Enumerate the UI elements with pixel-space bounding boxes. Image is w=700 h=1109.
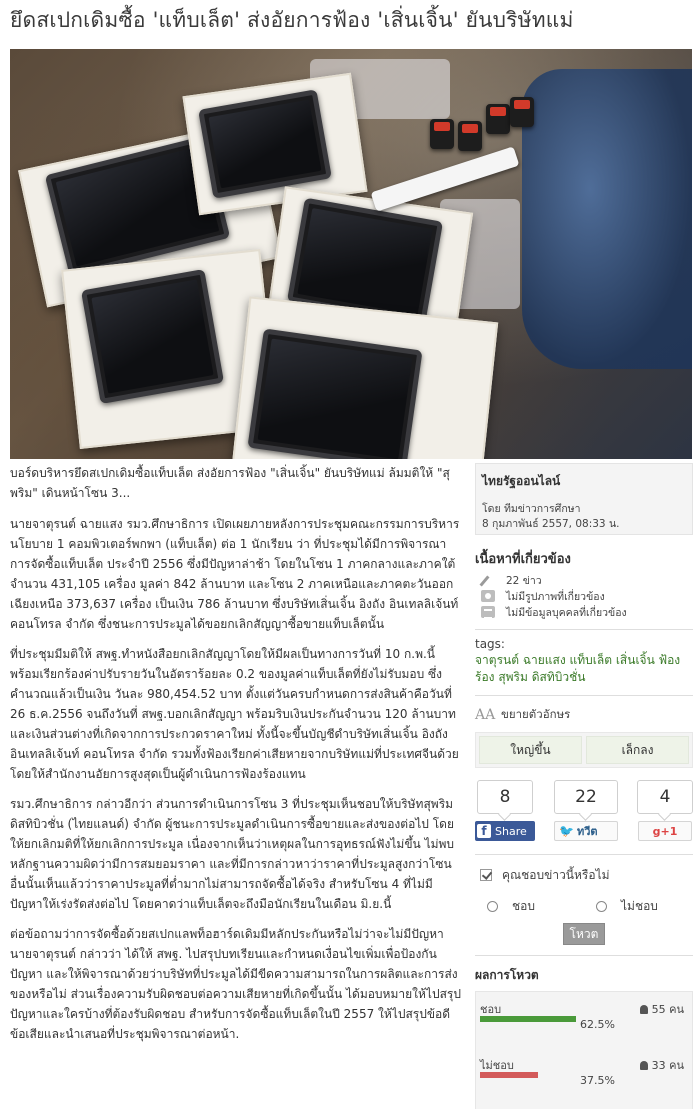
dislike-result-label: ไม่ชอบ	[480, 1059, 514, 1072]
photo-charger	[486, 104, 510, 134]
sidebar	[475, 463, 693, 1109]
related-item-label: 22 ข่าว	[506, 574, 542, 587]
gplus-share	[637, 780, 693, 842]
person-icon	[640, 1061, 648, 1070]
article-paragraph: ต่อข้อถามว่าการจัดซื้อด้วยสเปกแลพท็อฮาร์ดเดิมมีหลักประกันหรือไม่ว่าจะไม่มีปัญหา นายจาตุรนต์ กล่าวว่า ได้ให้ สพฐ. ไปสรุปบทเรียนและกำหนดเงื่อนไขเพิ่มเพื่อป้องกันปัญหา และให้พิจารณาด้วยว่าบริษัทที่ประมูลได้มีขีดความสามารถในการผลิตและการส่งของหรือไม่ ส่วนเรื่องความรับผิดชอบต่อความเสียหายที่เกิดขึ้นนั้น ได้มอบหมายให้ไปสรุปปัญหาและใครบ้างที่ต้องรับผิดชอบ สำหรับการจัดซื้อแท็บเล็ตในปี 2557 ให้ไปสรุปข้อดีข้อเสียและนำเสนอที่ประชุมพิจารณาต่อหน้า.	[10, 927, 461, 1041]
share-bar	[475, 780, 693, 842]
results-title: ผลการโหวต	[475, 968, 539, 982]
related-item-people[interactable]	[475, 604, 693, 620]
article-body	[10, 463, 465, 1054]
publish-date: 8 กุมภาพันธ์ 2557, 08:33 น.	[482, 518, 620, 530]
headline: ยึดสเปกเดิมซื้อ 'แท็บเล็ต' ส่งอัยการฟ้อง 'เสิ่นเจิ้น' ยันบริษัทแม่	[10, 8, 574, 32]
checkbox-icon	[480, 869, 492, 881]
like-result-label: ชอบ	[480, 1003, 502, 1016]
poll-option-dislike[interactable]	[584, 897, 693, 916]
poll-options	[475, 897, 693, 915]
article-paragraph: รมว.ศึกษาธิการ กล่าวอีกว่า ส่วนการดำเนินการโซน 3 ที่ประชุมเห็นชอบให้บริษัทสุพริม ดิสทิบิวชั่น (ไทยแลนด์) จำกัด ผู้ชนะการประมูลดำเนินการซื้อขายและส่งของต่อไป โดยให้ยกเลิกมติที่ให้ยกเลิกการประมูล เนื่องจากเห็นว่าเหตุผลในการอุทธรณ์ฟังไม่ขึ้น ไม่พบหลักฐานความผิดว่ามีการสมยอมราคา และที่มีการกล่าวหาว่าราคาที่ประมูลสูงกว่าโซนอื่นนั้นเห็นแล้วว่าราคาประมูลที่ต่ำมากไม่สามารถจัดซื้อได้จริง สำหรับโซน 4 ที่ไม่มีปัญหาให้เร่งรัดส่งต่อไป โดยคาดว่าแท็บเล็ตจะถึงมือนักเรียนในเดือน มิ.ย.นี้	[10, 797, 455, 911]
font-size-icon: AA	[475, 706, 496, 723]
author-line: โดย ทีมข่าวการศึกษา	[482, 503, 581, 515]
article-paragraph: ที่ประชุมมีมติให้ สพฐ.ทำหนังสือยกเลิกสัญญาโดยให้มีผลเป็นทางการวันที่ 10 ก.พ.นี้ พร้อมเรียกร้องค่าปรับรายวันในอัตราร้อยละ 0.2 ของมูลค่าแท็บเล็ตที่ยังไม่รับมอบ ซึ่งคำนวณแล้วเป็นเงิน วันละ 980,454.52 บาท ตั้งแต่วันครบกำหนดการส่งสินค้าคือวันที่ 26 ธ.ค.2556 จนถึงวันที่ สพฐ.บอกเลิกสัญญา พร้อมริบเงินประกันจำนวน 120 ล้านบาท และเงินส่วนต่างที่เกิดจากการประกวดราคาใหม่ ทั้งนี้จะขึ้นบัญชีดำบริษัทเสิ่นเจิ้น อิงถัง อินเทลลิเจ้นท์ คอนโทรล จำกัด รวมทั้งฟ้องเรียกค่าเสียหายจากบริษัทแม่ที่ประเทศจีนด้วย โดยให้สำนักงานอัยการสูงสุดเป็นผู้ดำเนินการฟ้องร้องแทน	[10, 647, 459, 781]
result-row-like	[480, 998, 688, 1054]
photo-charger	[458, 121, 482, 151]
font-larger-button[interactable]: ใหญ่ขึ้น	[479, 736, 582, 764]
related-item-label: ไม่มีข้อมูลบุคคลที่เกี่ยวข้อง	[506, 606, 627, 619]
gplus-share-label: +1	[660, 824, 678, 838]
profile-doc-icon	[481, 606, 495, 618]
facebook-count: 8	[477, 780, 533, 814]
twitter-count: 22	[554, 780, 618, 814]
photo-charger	[510, 97, 534, 127]
font-size-control	[475, 695, 693, 723]
article-photo	[10, 49, 692, 459]
poll-question: คุณชอบข่าวนี้หรือไม่	[502, 867, 610, 882]
gplus-share-button[interactable]	[638, 821, 692, 841]
photo-tablet	[81, 269, 224, 404]
twitter-share-label: ทวีต	[576, 825, 598, 838]
photo-tablet	[247, 328, 422, 459]
person-icon	[640, 1005, 648, 1014]
photo-charger	[430, 119, 454, 149]
gplus-count: 4	[637, 780, 693, 814]
source-panel	[475, 463, 693, 535]
facebook-share-label: Share	[495, 824, 527, 838]
related-item-photos[interactable]	[475, 588, 693, 604]
font-size-buttons	[475, 732, 693, 768]
twitter-share-button[interactable]	[554, 821, 618, 841]
like-radio[interactable]	[487, 901, 498, 912]
photo-blue-bag	[522, 69, 692, 369]
like-option-label: ชอบ	[512, 898, 535, 913]
twitter-bird-icon: 🐦	[559, 824, 574, 838]
result-row-dislike	[480, 1054, 688, 1109]
twitter-share	[554, 780, 618, 842]
font-smaller-button[interactable]: เล็กลง	[586, 736, 689, 764]
poll-question-row	[475, 865, 693, 885]
divider	[475, 629, 693, 630]
related-list	[475, 572, 693, 620]
source-name: ไทยรัฐออนไลน์	[482, 474, 561, 488]
poll-option-like[interactable]	[475, 897, 584, 916]
results-box	[475, 991, 693, 1109]
vote-button[interactable]: โหวต	[563, 923, 605, 945]
like-count-value: 55 คน	[651, 1003, 684, 1016]
related-item-news[interactable]	[475, 572, 693, 588]
facebook-share-button[interactable]	[475, 821, 535, 841]
tags-label: tags:	[475, 637, 505, 651]
facebook-icon: f	[477, 824, 491, 838]
article-lead: บอร์ดบริหารยึดสเปกเดิมซื้อแท็บเล็ต ส่งอัยการฟ้อง "เสิ่นเจิ้น" ยันบริษัทแม่ ล้มมติให้ "สุพริม" เดินหน้าโซน 3...	[10, 466, 450, 500]
poll	[475, 854, 693, 945]
dislike-result-bar	[480, 1072, 538, 1078]
gplus-icon: g	[652, 824, 661, 838]
article-paragraph: นายจาตุรนต์ ฉายแสง รมว.ศึกษาธิการ เปิดเผยภายหลังการประชุมคณะกรรมการบริหารนโยบาย 1 คอมพิวเตอร์พกพา (แท็บเล็ต) ต่อ 1 นักเรียน ว่า ที่ประชุมได้มีการพิจารณาการจัดซื้อแท็บเล็ต ประจำปี 2556 ซึ่งมีปัญหาล่าช้า โดยในโซน 1 ภาคกลางและภาคใต้ จำนวน 431,105 เครื่อง มูลค่า 842 ล้านบาท และโซน 2 ภาคเหนือและภาคตะวันออกเฉียงเหนือ 373,637 เครื่อง เป็นเงิน 786 ล้านบาท ซึ่งบริษัทเสิ่นเจิ้น อิงถัง อินเทลลิเจ้นท์ คอนโทรล จำกัด ซึ่งชนะการประมูลได้ขอยกเลิกสัญญาซื้อขายแท็บเล็ตนั้น	[10, 517, 460, 631]
like-result-count	[640, 1000, 684, 1018]
camera-icon	[481, 590, 495, 602]
like-result-bar	[480, 1016, 576, 1022]
poll-results	[475, 955, 693, 1109]
source-meta	[482, 502, 686, 532]
dislike-count-value: 33 คน	[651, 1059, 684, 1072]
tags-links[interactable]: จาตุรนต์ ฉายแสง แท็บเล็ต เสิ่นเจิ้น ฟ้องร้อง สุพริม ดิสทิบิวชั่น	[475, 653, 681, 684]
related-title: เนื้อหาที่เกี่ยวข้อง	[475, 552, 571, 567]
dislike-result-count	[640, 1056, 684, 1074]
dislike-result-percent: 37.5%	[580, 1074, 615, 1087]
pen-icon	[481, 574, 495, 586]
font-size-label: ขยายตัวอักษร	[501, 706, 571, 721]
like-result-percent: 62.5%	[580, 1018, 615, 1031]
related-item-label: ไม่มีรูปภาพที่เกี่ยวข้อง	[506, 590, 605, 603]
dislike-radio[interactable]	[596, 901, 607, 912]
dislike-option-label: ไม่ชอบ	[621, 898, 658, 913]
facebook-share	[475, 780, 535, 842]
